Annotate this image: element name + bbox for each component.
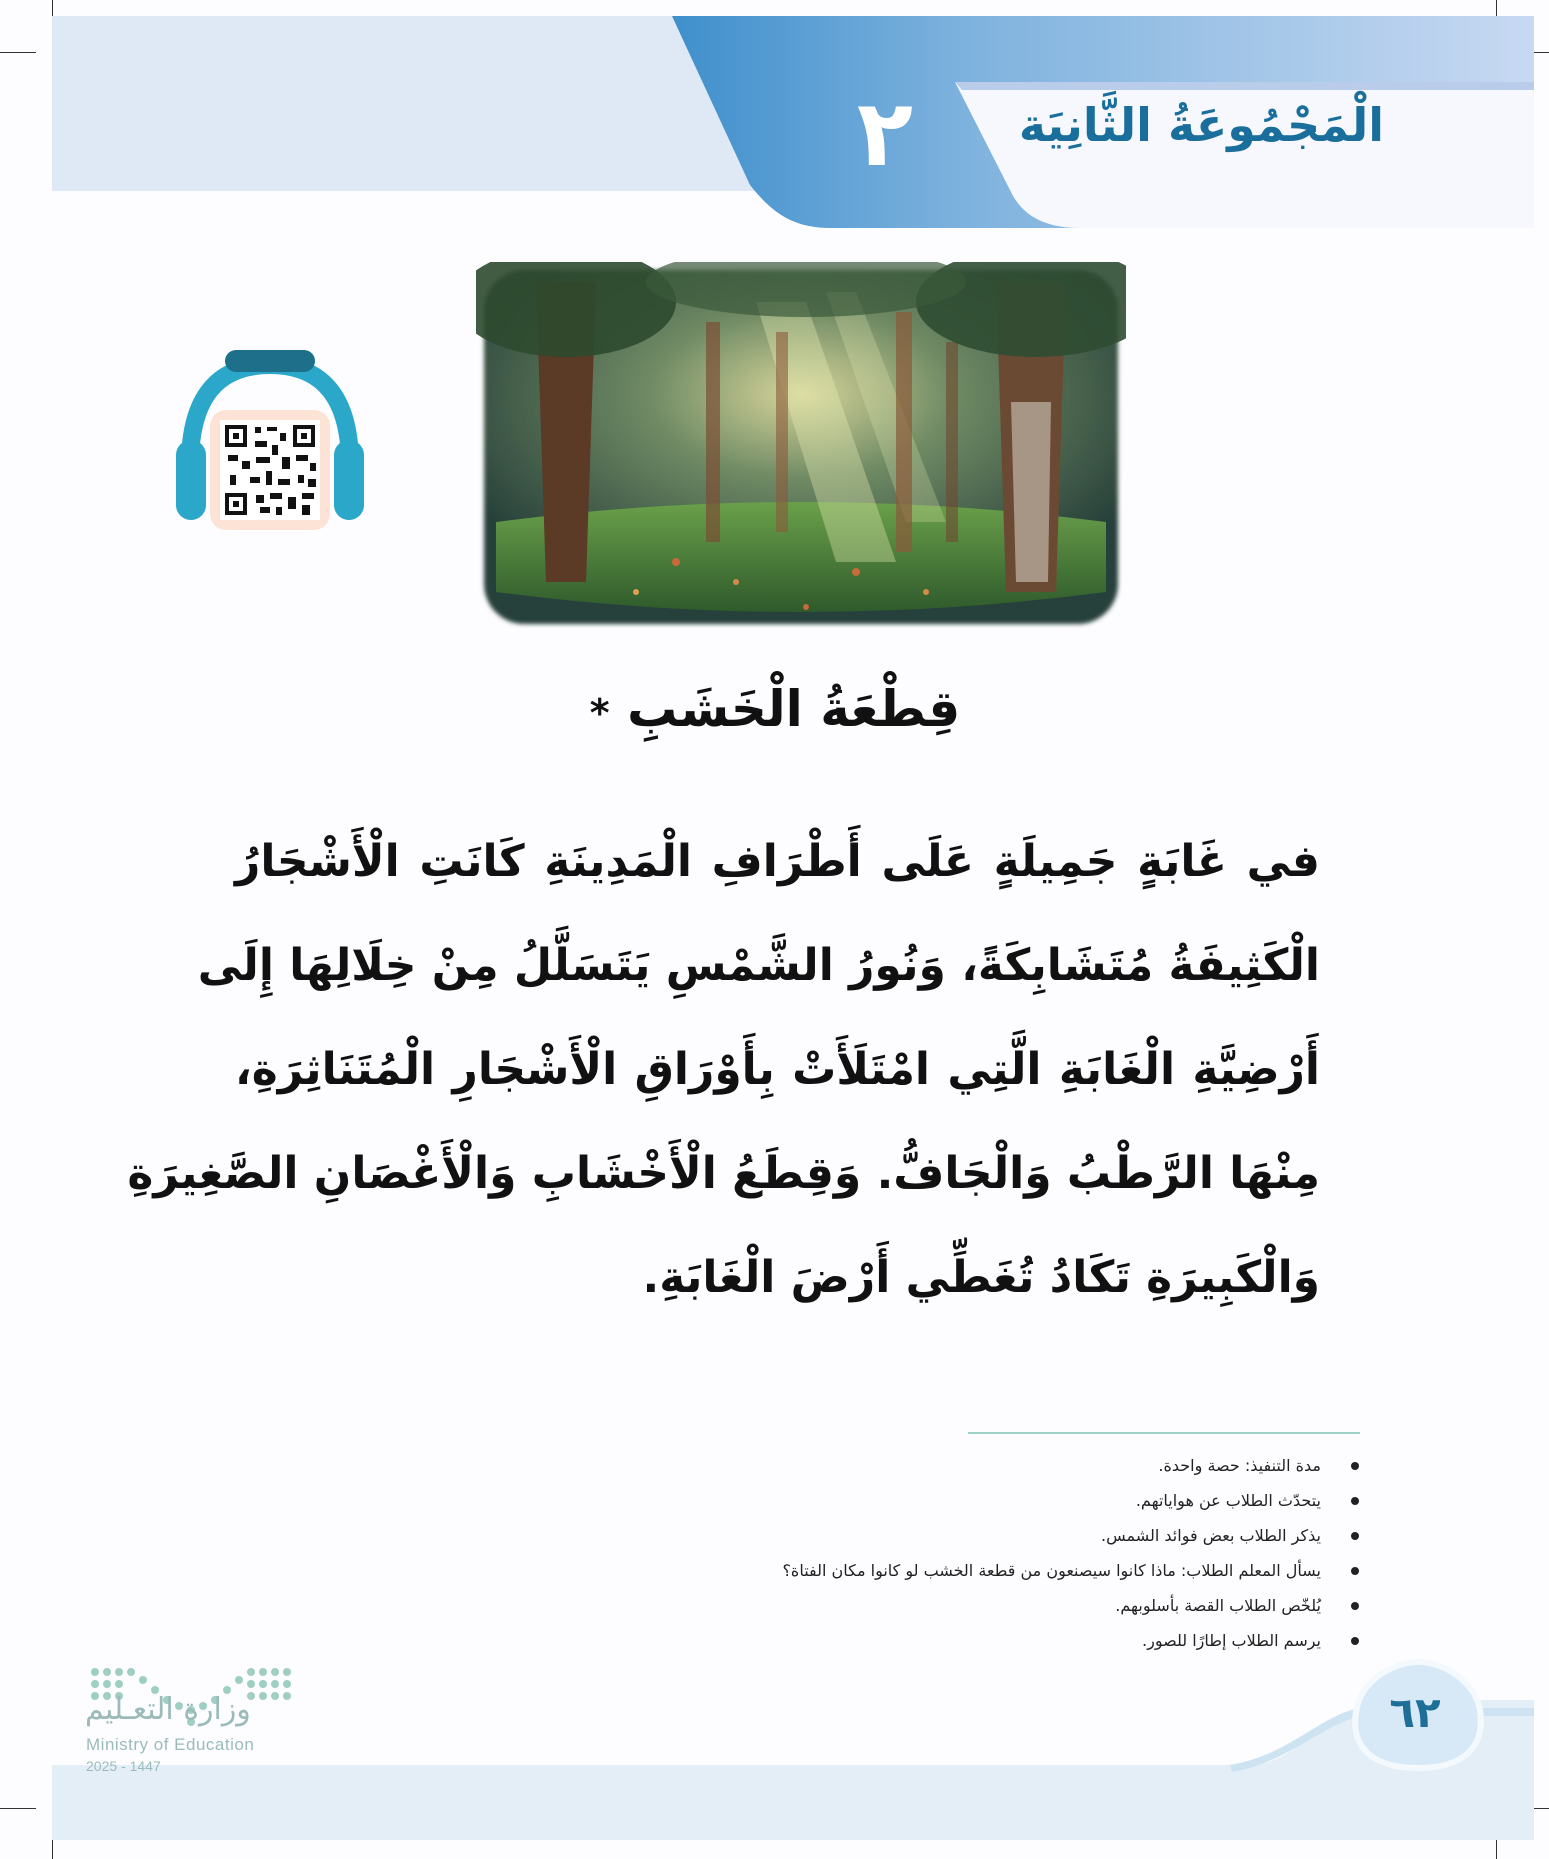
group-number: ٢ [856, 80, 914, 187]
story-line: وَالْكَبِيرَةِ تَكَادُ تُغَطِّي أَرْضَ الْغَابَةِ. [642, 1252, 1320, 1303]
group-title: الْمَجْمُوعَةُ الثَّانِيَة [1018, 98, 1384, 152]
teacher-notes [599, 1448, 1359, 1658]
page-number: ٦٢ [1389, 1688, 1441, 1737]
bullet-icon [1351, 1602, 1359, 1610]
bullet-icon [1351, 1462, 1359, 1470]
story-line: الْكَثِيفَةُ مُتَشَابِكَةً، وَنُورُ الشَّمْسِ يَتَسَلَّلُ مِنْ خِلَالِهَا إِلَى [197, 940, 1320, 991]
note-item [599, 1518, 1359, 1553]
note-item [599, 1553, 1359, 1588]
note-text: يرسم الطلاب إطارًا للصور. [1142, 1631, 1321, 1650]
story-line: في غَابَةٍ جَمِيلَةٍ عَلَى أَطْرَافِ الْمَدِينَةِ كَانَتِ الْأَشْجَارُ [235, 836, 1320, 887]
story-line: أَرْضِيَّةِ الْغَابَةِ الَّتِي امْتَلَأَتْ بِأَوْرَاقِ الْأَشْجَارِ الْمُتَنَاثِرَةِ، [235, 1044, 1320, 1095]
note-text: يذكر الطلاب بعض فوائد الشمس. [1100, 1526, 1321, 1545]
headphones-qr-icon[interactable] [170, 345, 370, 545]
bullet-icon [1351, 1532, 1359, 1540]
story-line: مِنْهَا الرَّطْبُ وَالْجَافُّ. وَقِطَعُ الْأَخْشَابِ وَالْأَغْصَانِ الصَّغِيرَةِ [127, 1148, 1320, 1199]
note-text: يتحدّث الطلاب عن هواياتهم. [1135, 1491, 1321, 1510]
footnote-mark: * [589, 691, 610, 735]
ministry-year: 2025 - 1447 [86, 1758, 161, 1774]
story-paragraph [127, 810, 1320, 1330]
ministry-name-ar: وزارة التعـليم [85, 1692, 251, 1727]
note-item [599, 1448, 1359, 1483]
bullet-icon [1351, 1497, 1359, 1505]
note-text: يُلخّص الطلاب القصة بأسلوبهم. [1115, 1596, 1321, 1615]
story-title [400, 680, 1150, 738]
notes-divider [968, 1432, 1360, 1434]
ministry-name-en: Ministry of Education [86, 1735, 255, 1754]
note-text: يسأل المعلم الطلاب: ماذا كانوا سيصنعون من قطعة الخشب لو كانوا مكان الفتاة؟ [782, 1561, 1321, 1580]
note-text: مدة التنفيذ: حصة واحدة. [1158, 1456, 1321, 1475]
note-item [599, 1483, 1359, 1518]
story-title-text: قِطْعَةُ الْخَشَبِ [627, 680, 961, 738]
note-item [599, 1588, 1359, 1623]
forest-illustration [476, 262, 1126, 632]
bullet-icon [1351, 1567, 1359, 1575]
